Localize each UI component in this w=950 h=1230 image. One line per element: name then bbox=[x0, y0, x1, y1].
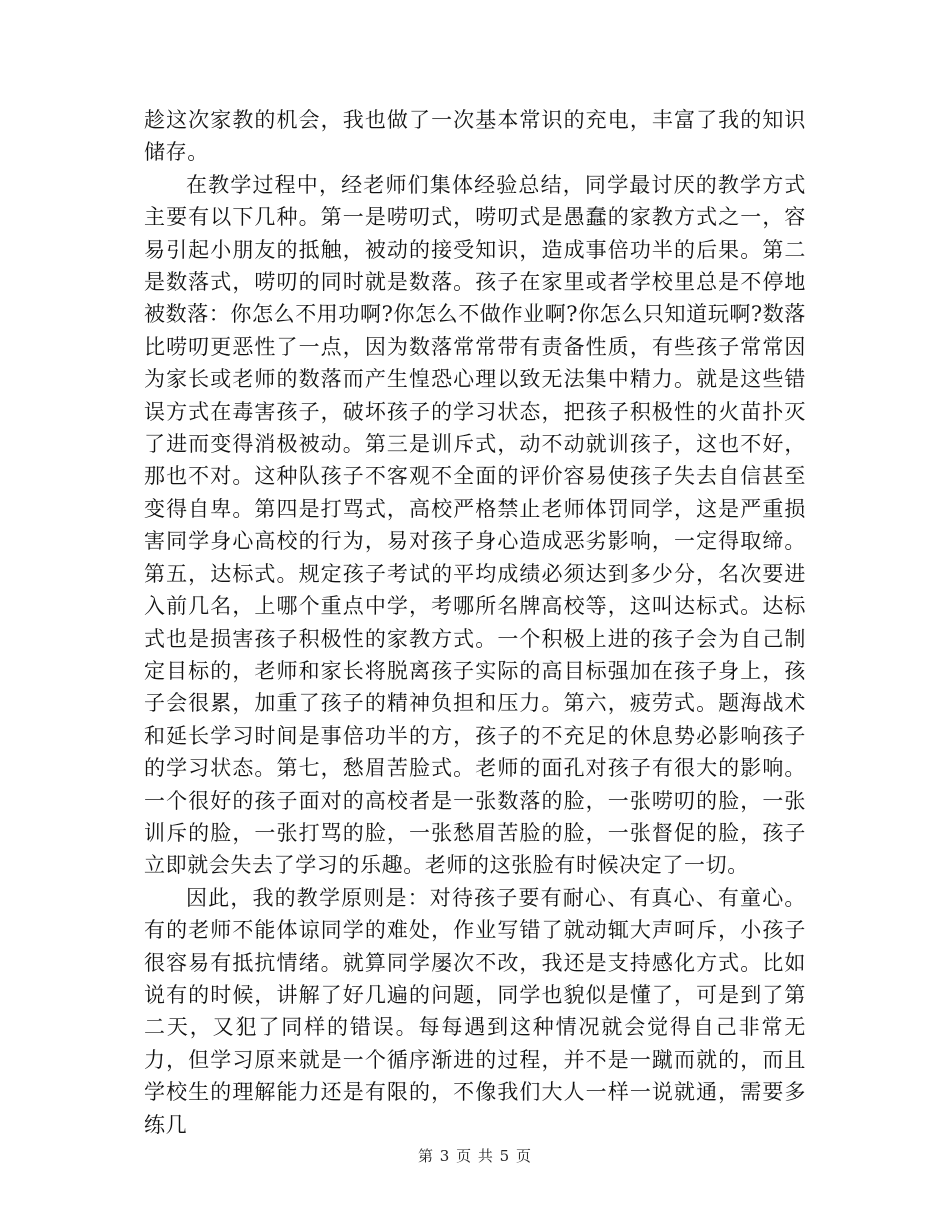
page-number-footer: 第 3 页 共 5 页 bbox=[418, 1147, 532, 1165]
paragraph-3: 因此，我的教学原则是：对待孩子要有耐心、有真心、有童心。有的老师不能体谅同学的难处，作业写错了就动辄大声呵斥，小孩子很容易有抵抗情绪。就算同学屡次不改，我还是支持感化方式。比如说有的时候，讲解了好几遍的问题，同学也貌似是懂了，可是到了第二天，又犯了同样的错误。每每遇到这种情况就会觉得自己非常无力，但学习原来就是一个循序渐进的过程，并不是一蹴而就的，而且学校生的理解能力还是有限的，不像我们大人一样一说就通，需要多练几 bbox=[144, 885, 806, 1137]
paragraph-2: 在教学过程中，经老师们集体经验总结，同学最讨厌的教学方式主要有以下几种。第一是唠叨式，唠叨式是愚蠢的家教方式之一，容易引起小朋友的抵触，被动的接受知识，造成事倍功半的后果。第二是数落式，唠叨的同时就是数落。孩子在家里或者学校里总是不停地被数落：你怎么不用功啊?你怎么不做作业啊?你怎么只知道玩啊?数落比唠叨更恶性了一点，因为数落常常带有责备性质，有些孩子常常因为家长或老师的数落而产生惶恐心理以致无法集中精力。就是这些错误方式在毒害孩子，破坏孩子的学习状态，把孩子积极性的火苗扑灭了进而变得消极被动。第三是训斥式，动不动就训孩子，这也不好，那也不对。这种队孩子不客观不全面的评价容易使孩子失去自信甚至变得自卑。第四是打骂式，高校严格禁止老师体罚同学，这是严重损害同学身心高校的行为，易对孩子身心造成恶劣影响，一定得取缔。第五，达标式。规定孩子考试的平均成绩必须达到多少分，名次要进入前几名，上哪个重点中学，考哪所名牌高校等，这叫达标式。达标式也是损害孩子积极性的家教方式。一个积极上进的孩子会为自己制定目标的，老师和家长将脱离孩子实际的高目标强加在孩子身上，孩子会很累，加重了孩子的精神负担和压力。第六，疲劳式。题海战术和延长学习时间是事倍功半的方，孩子的不充足的休息势必影响孩子的学习状态。第七，愁眉苦脸式。老师的面孔对孩子有很大的影响。一个很好的孩子面对的高校者是一张数落的脸，一张唠叨的脸，一张训斥的脸，一张打骂的脸，一张愁眉苦脸的脸，一张督促的脸，孩子立即就会失去了学习的乐趣。老师的这张脸有时候决定了一切。 bbox=[144, 172, 806, 878]
document-body bbox=[144, 104, 806, 1141]
paragraph-1: 趁这次家教的机会，我也做了一次基本常识的充电，丰富了我的知识储存。 bbox=[144, 108, 806, 165]
